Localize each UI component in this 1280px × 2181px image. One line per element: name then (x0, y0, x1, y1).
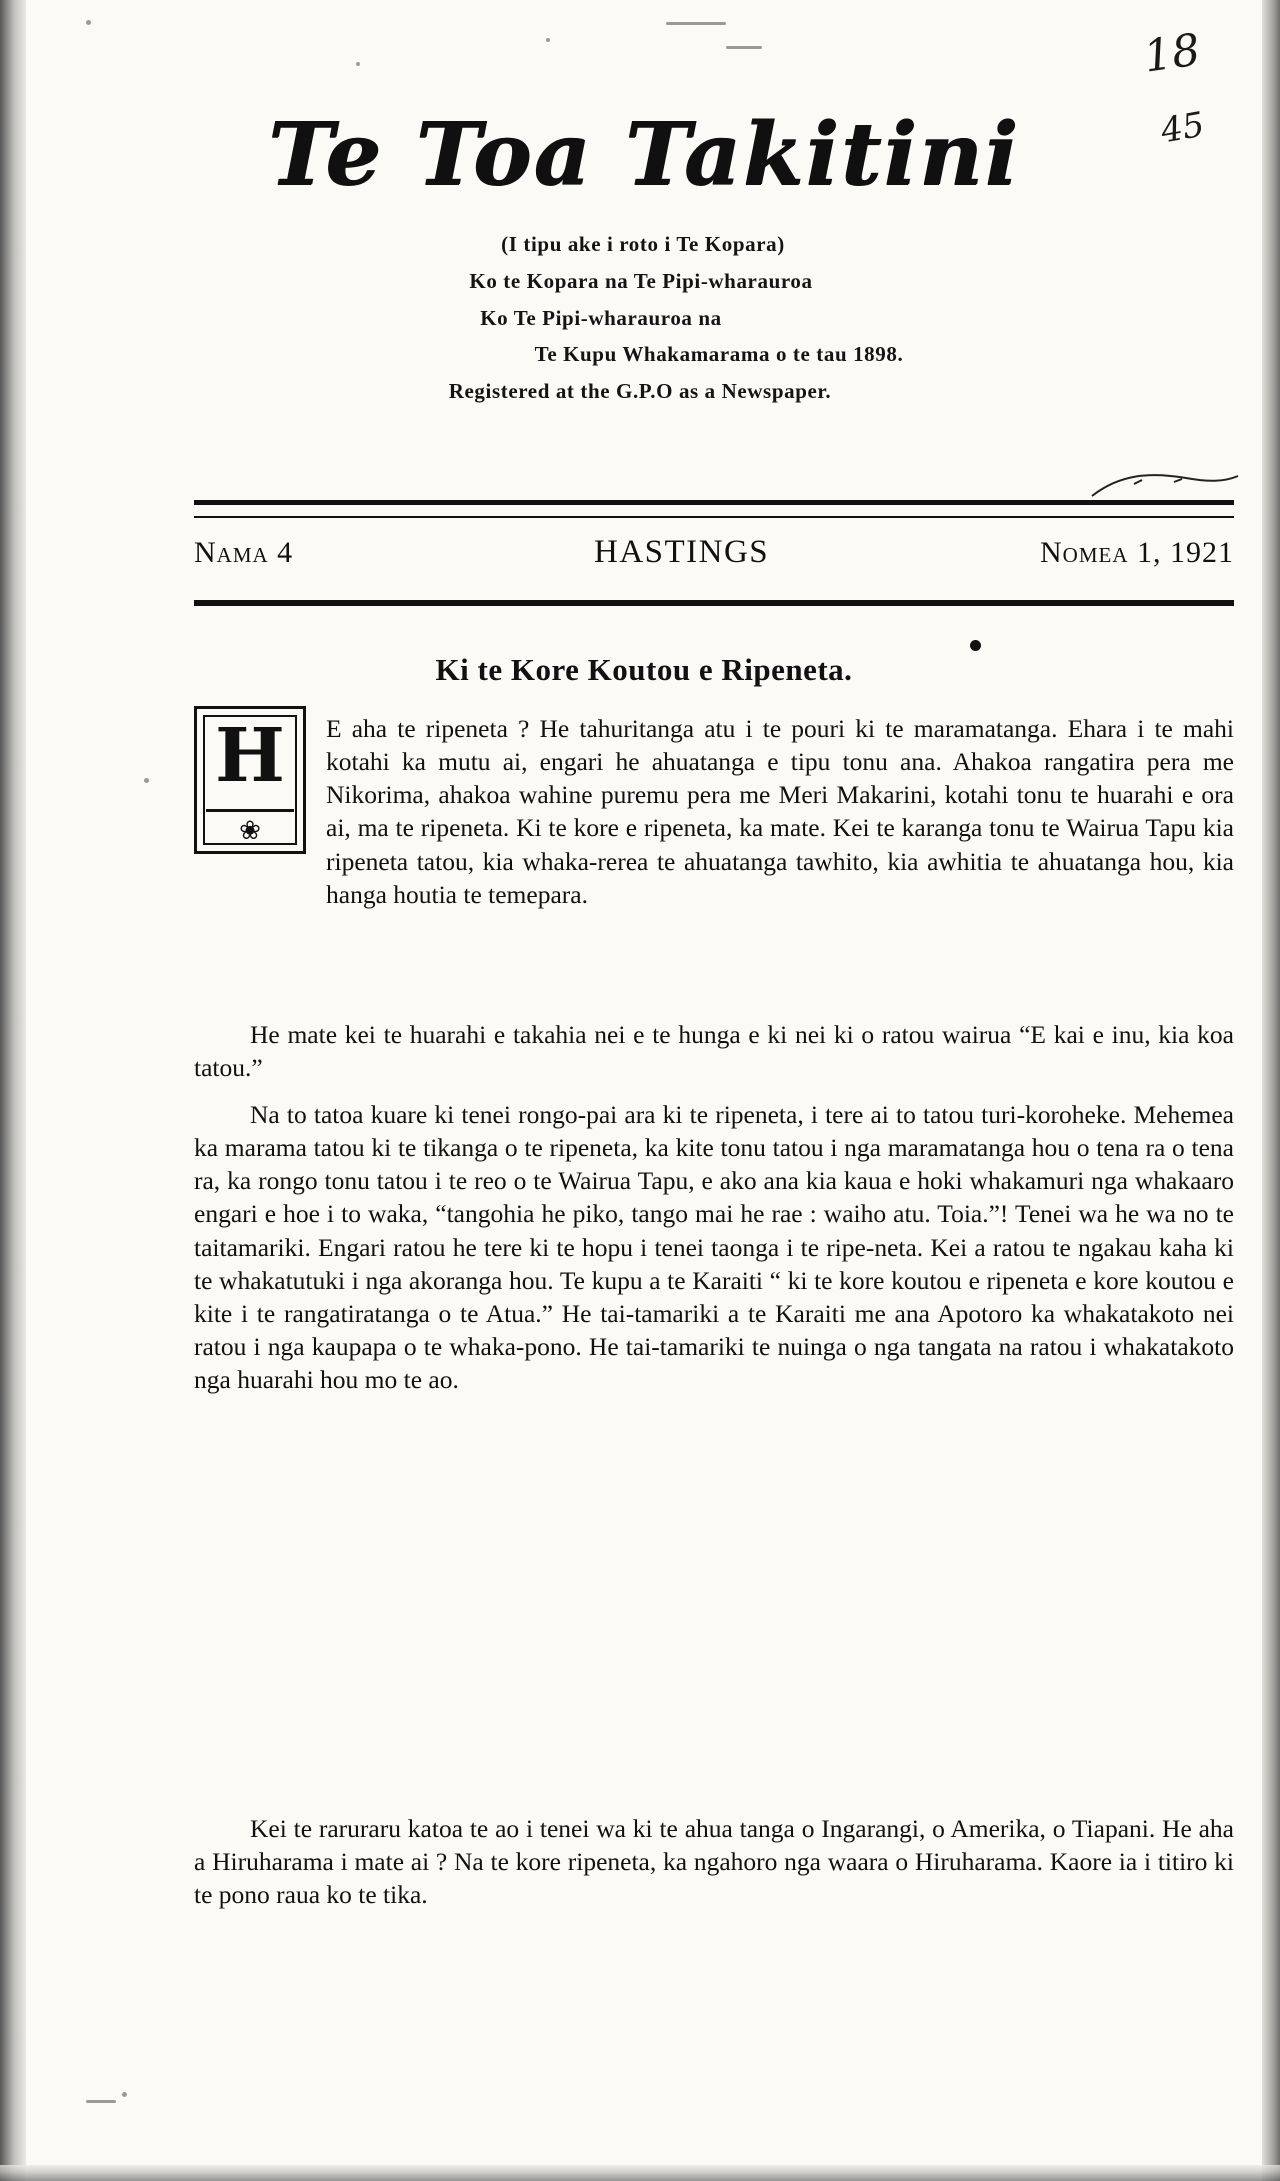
masthead-sublines (26, 226, 1262, 410)
article-paragraph-2: He mate kei te huarahi e takahia nei e te hunga e ki nei ki o ratou wairua “E kai e inu, kia koa tatou.” (194, 1020, 1234, 1083)
issue-date: Nomea 1, 1921 (1039, 536, 1234, 569)
article-paragraph-3: Na to tatoa kuare ki tenei rongo-pai ara ki te ripeneta, i tere ai to tatou turi-koroheke. Mehemea ka marama tatou ki te tikanga o te ripeneta, ka kite tonu tatou i nga maramatanga hou o tena ra o tena ra, ka rongo tonu tatou i te reo o te Wairua Tapu, e ako ana kia kaua e hoki whakamuri nga whakaaro engari e hoe i to waka, “tangohia he piko, tango mai he rae : waiho atu. Toia.”! Tenei wa he wa no te taitamariki. Engari ratou he tere ki te hopu i tenei taonga i te ripe-neta. Kei a ratou te ngakau kaha ki te whakatutuki i nga akoranga hou. Te kupu a te Karaiti “ ki te kore koutou e ripeneta e kore koutou e kite i te rangatiratanga o te Atua.” He tai-tamariki a te Karaiti me ana Apotoro ka whakatakoto nei ratou i nga kaupapa o te whaka-pono. He tai-tamariki te nuinga o nga tangata na ratou i whakatakoto nga huarahi hou mo te ao. (194, 1100, 1234, 1395)
dropcap-ornament (194, 706, 306, 854)
scan-speck (356, 62, 360, 66)
article-title: Ki te Kore Koutou e Ripeneta. (435, 652, 853, 687)
handwritten-mark: 45 (1157, 104, 1208, 152)
issue-line (194, 534, 1234, 571)
scan-speck (546, 38, 550, 42)
newspaper-title: Te Toa Takitini (267, 104, 1021, 205)
handwritten-squiggle-icon (1090, 470, 1240, 500)
masthead-subline-2: Ko te Kopara na Te Pipi-wharauroa (469, 268, 813, 293)
scan-speck (86, 2100, 116, 2103)
header-rule-top-thin (194, 516, 1234, 518)
scan-speck (144, 778, 149, 783)
ink-blot (970, 640, 981, 651)
masthead (26, 104, 1262, 410)
dropcap-letter: H (215, 713, 285, 799)
issue-number: Nama 4 (194, 536, 294, 569)
header-rule-top (194, 500, 1234, 505)
scan-edge-right (1262, 0, 1280, 2181)
masthead-registration-line: Registered at the G.P.O as a Newspaper. (448, 379, 832, 403)
masthead-subline-4: Te Kupu Whakamarama o te tau 1898. (534, 342, 904, 367)
article-paragraph-4: Kei te raruraru katoa te ao i tenei wa ki te ahua tanga o Ingarangi, o Amerika, o Tiapani. He aha a Hiruharama i mate ai ? Na te kore ripeneta, ka ngahoro nga waara o Hiruharama. Kaore ia i titiro ki te pono raua ko te tika. (194, 1814, 1234, 1910)
masthead-subline-1: (I tipu ake i roto i Te Kopara) (501, 232, 785, 256)
masthead-subline-3: Ko Te Pipi-wharauroa na (480, 305, 722, 330)
header-rule-bottom (194, 600, 1234, 606)
dropcap-divider (206, 809, 294, 812)
issue-place: HASTINGS (593, 534, 770, 570)
scan-speck (122, 2092, 127, 2097)
flower-ornament-icon: ❀ (239, 816, 261, 845)
scan-speck (86, 20, 91, 25)
article-paragraph-1: E aha te ripeneta ? He tahuritanga atu i te pouri ki te maramatanga. Ehara i te mahi kotahi ka mutu ai, engari he ahuatanga e tipu tonu ana. Ahakoa rangatira pera me Nikorima, ahakoa wahine puremu pera me Meri Makarini, kotahi tonu te huarahi e ora ai, ma te ripeneta. Ki te kore e ripeneta, ka mate. Kei te karanga tonu te Wairua Tapu kia ripeneta tatou, kia whaka-rerea te ahuatanga tawhito, kia awhitia te ahuatanga hou, kia hanga houtia te temepara. (326, 714, 1234, 909)
scan-edge-bottom (0, 2165, 1280, 2181)
scan-speck (726, 46, 762, 49)
page-sheet (26, 0, 1262, 2165)
scan-speck (666, 22, 726, 25)
handwritten-page-number: 18 (1140, 24, 1204, 83)
